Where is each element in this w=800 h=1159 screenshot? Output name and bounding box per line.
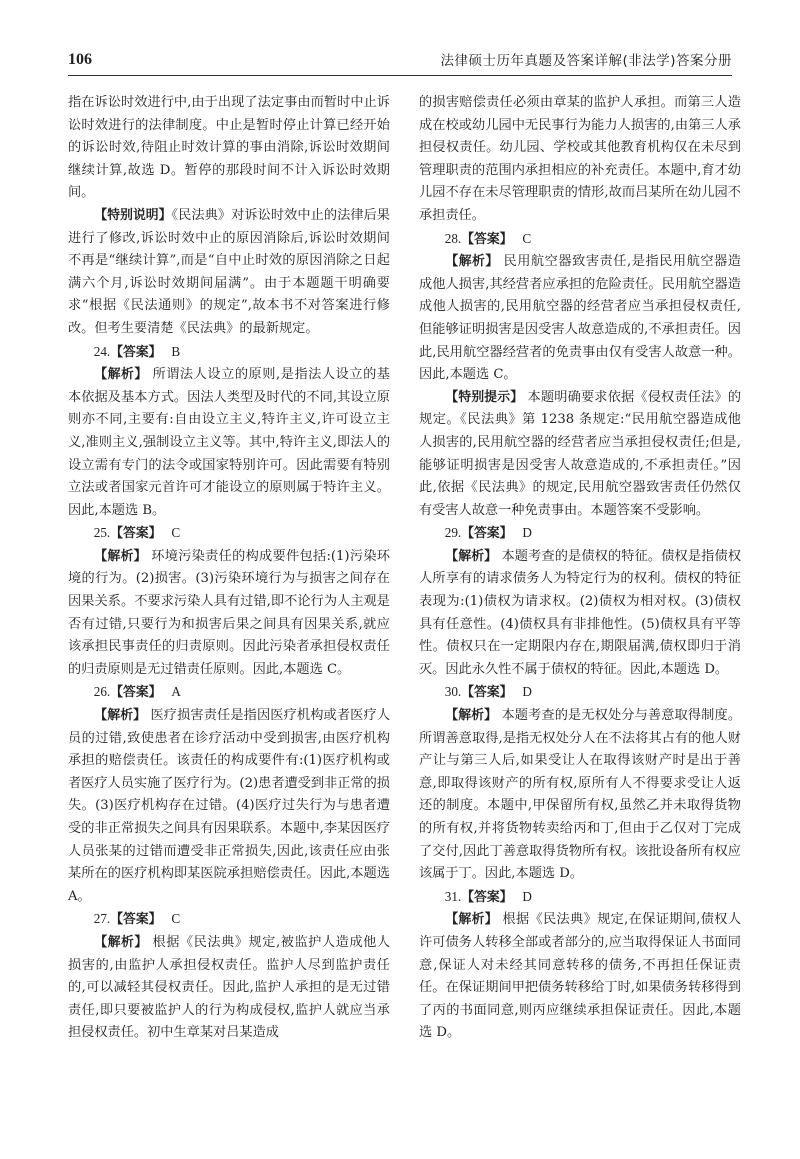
answer-31 [419, 886, 741, 910]
answer-tag: 【答案】 [461, 685, 513, 701]
answer-choice: D [522, 684, 532, 700]
special-tip [419, 387, 741, 523]
page-number: 106 [68, 51, 92, 68]
analysis-27 [68, 932, 390, 1045]
analysis-text: 根据《民法典》规定,被监护人造成他人损害的,由监护人承担侵权责任。监护人尽到监护责任的,可以减轻其侵权责任。因此,监护人承担的是无过错责任,即只要被监护人的行为构成侵权,监护人就应当承担侵权责任。初中生章某对吕某造成 [68, 934, 390, 1041]
header-rule [68, 75, 732, 76]
analysis-tag: 【解析】 [94, 708, 147, 724]
question-number: 31. [444, 888, 462, 904]
note-text: 《民法典》对诉讼时效中止的法律后果进行了修改,诉讼时效中止的原因消除后,诉讼时效期间不再是“继续计算”,而是“自中止时效的原因消除之日起满六个月,诉讼时效期间届满”。由于本题题干明确要求“根据《民法通则》的规定”,故本书不对答案进行修改。但考生要清楚《民法典》的最新规定。 [68, 207, 390, 336]
special-note [68, 205, 390, 341]
analysis-tag: 【解析】 [94, 934, 148, 950]
question-number: 25. [93, 525, 111, 541]
answer-30 [419, 681, 741, 705]
analysis-29 [419, 546, 741, 682]
analysis-tag: 【解析】 [94, 548, 147, 564]
analysis-31 [419, 909, 741, 1045]
answer-choice: D [522, 525, 532, 541]
answer-choice: C [171, 525, 181, 541]
question-number: 27. [93, 911, 111, 927]
answer-24 [68, 341, 390, 365]
analysis-text: 本题考查的是债权的特征。债权是指债权人所享有的请求债务人为特定行为的权利。债权的特征表现为:(1)债权为请求权。(2)债权为相对权。(3)债权具有任意性。(4)债权具有非排他性。(5)债权具有平等性。债权只在一定期限内存在,期限届满,债权即归于消灭。因此永久性不属于债权的特征。因此,本题选 D。 [419, 548, 742, 677]
answer-tag: 【答案】 [461, 889, 513, 905]
analysis-tag: 【解析】 [94, 367, 148, 383]
answer-26 [68, 681, 390, 705]
note-tag: 【特别说明】 [94, 207, 172, 223]
answer-tag: 【答案】 [110, 526, 162, 542]
analysis-24 [68, 364, 390, 522]
page-header [68, 50, 732, 72]
question-number: 29. [444, 525, 462, 541]
answer-choice: B [171, 343, 181, 359]
answer-tag: 【答案】 [461, 231, 513, 247]
answer-tag: 【答案】 [461, 526, 513, 542]
question-number: 28. [444, 230, 462, 246]
answer-choice: A [171, 684, 181, 700]
note-text: 本题明确要求依据《侵权责任法》的规定。《民法典》第 1238 条规定:“民用航空器造成他人损害的,民用航空器的经营者应当承担侵权责任;但是,能够证明损害是因受害人故意造成的,不承担责任。”因此,依据《民法典》的规定,民用航空器致害责任仍然仅有受害人故意一种免责事由。本题答案不受影响。 [419, 389, 742, 518]
answer-choice: C [171, 911, 181, 927]
answer-25 [68, 522, 390, 546]
analysis-28 [419, 251, 741, 387]
question-number: 24. [93, 343, 111, 359]
answer-29 [419, 522, 741, 546]
analysis-25 [68, 546, 390, 682]
note-tag: 【特别提示】 [445, 389, 524, 405]
analysis-30 [419, 705, 741, 886]
answer-27 [68, 908, 390, 932]
analysis-text: 环境污染责任的构成要件包括:(1)污染环境的行为。(2)损害。(3)污染环境行为与损害之间存在因果关系。不要求污染人具有过错,即不论行为人主观是否有过错,只要行为和损害后果之间具有因果关系,就应该承担民事责任的归责原则。因此污染者承担侵权责任的归责原则是无过错责任原则。因此,本题选 C。 [68, 548, 390, 677]
analysis-26 [68, 705, 390, 908]
answer-tag: 【答案】 [110, 912, 162, 928]
analysis-tag: 【解析】 [445, 708, 498, 724]
analysis-text: 所谓法人设立的原则,是指法人设立的基本依据及基本方式。因法人类型及时代的不同,其设立原则亦不同,主要有:自由设立主义,特许主义,许可设立主义,准则主义,强制设立主义等。其中,特许主义,即法人的设立需有专门的法令或国家特别许可。因此需要有特别立法或者国家元首许可才能设立的原则属于特许主义。因此,本题选 B。 [68, 367, 390, 518]
question-number: 26. [93, 684, 111, 700]
continued-paragraph: 指在诉讼时效进行中,由于出现了法定事由而暂时中止诉讼时效进行的法律制度。中止是暂时停止计算已经开始的诉讼时效,待阻止时效计算的事由消除,诉讼时效期间继续计算,故选 D。暂停的那段时间不计入诉讼时效期间。 [68, 95, 390, 201]
analysis-text: 本题考查的是无权处分与善意取得制度。所谓善意取得,是指无权处分人在不法将其占有的他人财产让与第三人后,如果受让人在取得该财产时是出于善意,即取得该财产的所有权,原所有人不得要求受让人返还的制度。本题中,甲保留所有权,虽然乙并未取得货物的所有权,并将货物转卖给丙和丁,但由于乙仅对丁完成了交付,因此丁善意取得货物所有权。该批设备所有权应该属于丁。因此,本题选 D。 [419, 708, 742, 882]
answer-tag: 【答案】 [110, 685, 162, 701]
question-number: 30. [444, 684, 462, 700]
answer-choice: C [522, 230, 532, 246]
answer-tag: 【答案】 [110, 344, 162, 360]
answer-28 [419, 228, 741, 252]
analysis-text: 医疗损害责任是指因医疗机构或者医疗人员的过错,致使患者在诊疗活动中受到损害,由医疗机构承担的赔偿责任。该责任的构成要件有:(1)医疗机构或者医疗人员实施了医疗行为。(2)患者遭受到非正常的损失。(3)医疗机构存在过错。(4)医疗过失行为与患者遭受的非正常损失之间具有因果联系。本题中,李某因医疗人员张某的过错而遭受非正常损失,因此,该责任应由张某所在的医疗机构即某医院承担赔偿责任。因此,本题选 A。 [68, 708, 391, 904]
analysis-text: 根据《民法典》规定,在保证期间,债权人许可债务人转移全部或者部分的,应当取得保证人书面同意,保证人对未经其同意转移的债务,不再担任保证责任。在保证期间甲把债务转移给丁时,如果债务转移得到了丙的书面同意,则丙应继续承担保证责任。因此,本题选 D。 [419, 912, 742, 1041]
right-column [419, 92, 741, 1045]
continued-paragraph: 的损害赔偿责任必须由章某的监护人承担。而第三人造成在校或幼儿园中无民事行为能力人损害的,由第三人承担侵权责任。幼儿园、学校或其他教育机构仅在未尽到管理职责的范围内承担相应的补充责任。本题中,育才幼儿园不存在未尽管理职责的情形,故而吕某所在幼儿园不承担责任。 [419, 95, 741, 223]
analysis-tag: 【解析】 [445, 912, 498, 928]
answer-choice: D [522, 888, 532, 904]
analysis-tag: 【解析】 [445, 548, 498, 564]
left-column [68, 92, 390, 1045]
analysis-text: 民用航空器致害责任,是指民用航空器造成他人损害,其经营者应承担的危险责任。民用航空器造成他人损害的,民用航空器的经营者应当承担侵权责任,但能够证明损害是因受害人故意造成的,不承担责任。因此,民用航空器经营者的免责事由仅有受害人故意一种。因此,本题选 C。 [419, 254, 741, 383]
analysis-tag: 【解析】 [445, 254, 499, 270]
running-title: 法律硕士历年真题及答案详解(非法学)答案分册 [440, 53, 732, 69]
